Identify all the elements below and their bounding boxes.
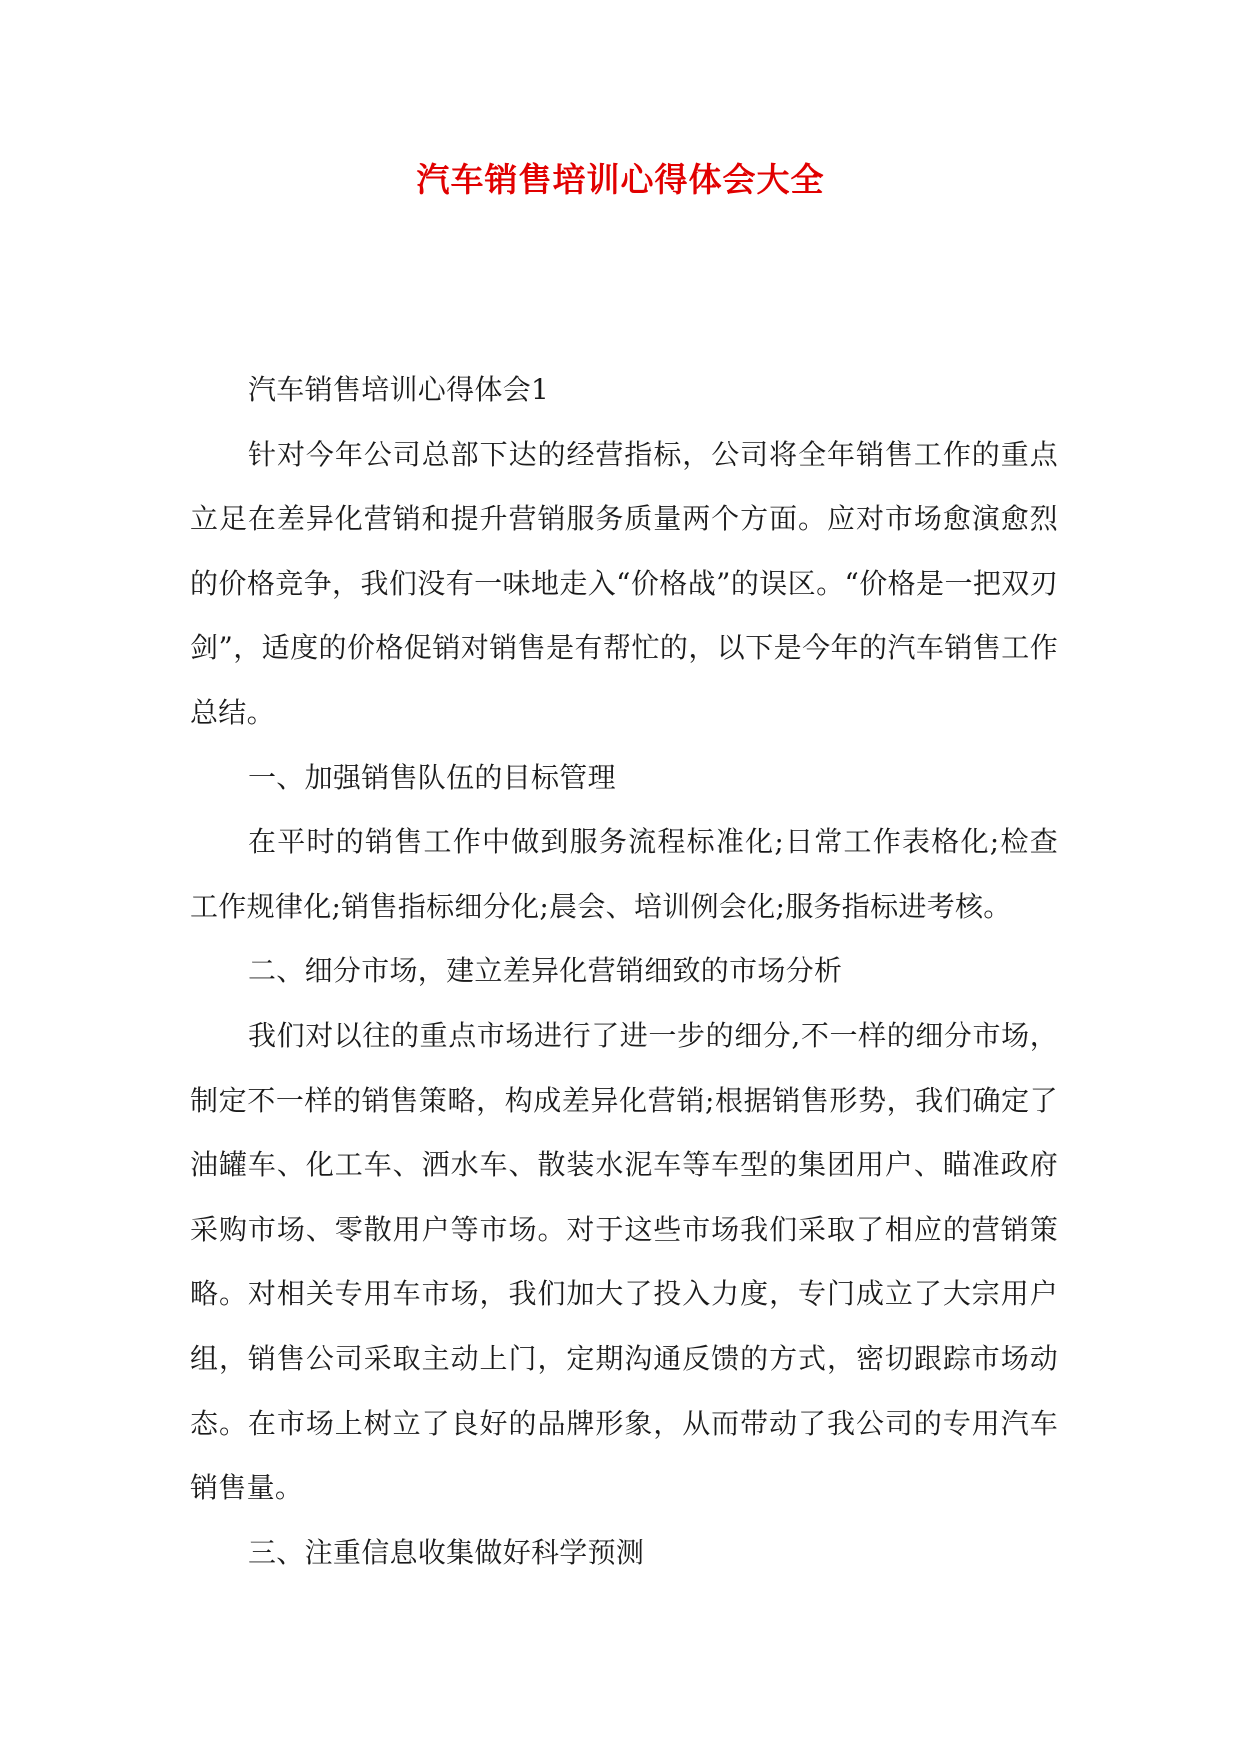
document-body xyxy=(190,358,1058,1585)
paragraph-intro: 针对今年公司总部下达的经营指标，公司将全年销售工作的重点立足在差异化营销和提升营销服务质量两个方面。应对市场愈演愈烈的价格竞争，我们没有一味地走入“价格战”的误区。“价格是一把双刃剑”，适度的价格促销对销售是有帮忙的，以下是今年的汽车销售工作总结。 xyxy=(190,437,1058,729)
section-heading-market-segmentation: 二、细分市场，建立差异化营销细致的市场分析 xyxy=(248,954,843,988)
section-heading-target-management: 一、加强销售队伍的目标管理 xyxy=(248,760,616,794)
section-heading-information-collection: 三、注重信息收集做好科学预测 xyxy=(248,1535,645,1569)
paragraph-market-segmentation: 我们对以往的重点市场进行了进一步的细分,不一样的细分市场，制定不一样的销售策略，构成差异化营销;根据销售形势，我们确定了油罐车、化工车、洒水车、散装水泥车等车型的集团用户、瞄准政府采购市场、零散用户等市场。对于这些市场我们采取了相应的营销策略。对相关专用车市场，我们加大了投入力度，专门成立了大宗用户组，销售公司采取主动上门，定期沟通反馈的方式，密切跟踪市场动态。在市场上树立了良好的品牌形象，从而带动了我公司的专用汽车销售量。 xyxy=(190,1018,1058,1505)
section-heading-1: 汽车销售培训心得体会1 xyxy=(248,373,550,406)
paragraph-target-management: 在平时的销售工作中做到服务流程标准化;日常工作表格化;检查工作规律化;销售指标细分化;晨会、培训例会化;服务指标进考核。 xyxy=(190,825,1058,923)
document-title: 汽车销售培训心得体会大全 xyxy=(416,160,825,199)
